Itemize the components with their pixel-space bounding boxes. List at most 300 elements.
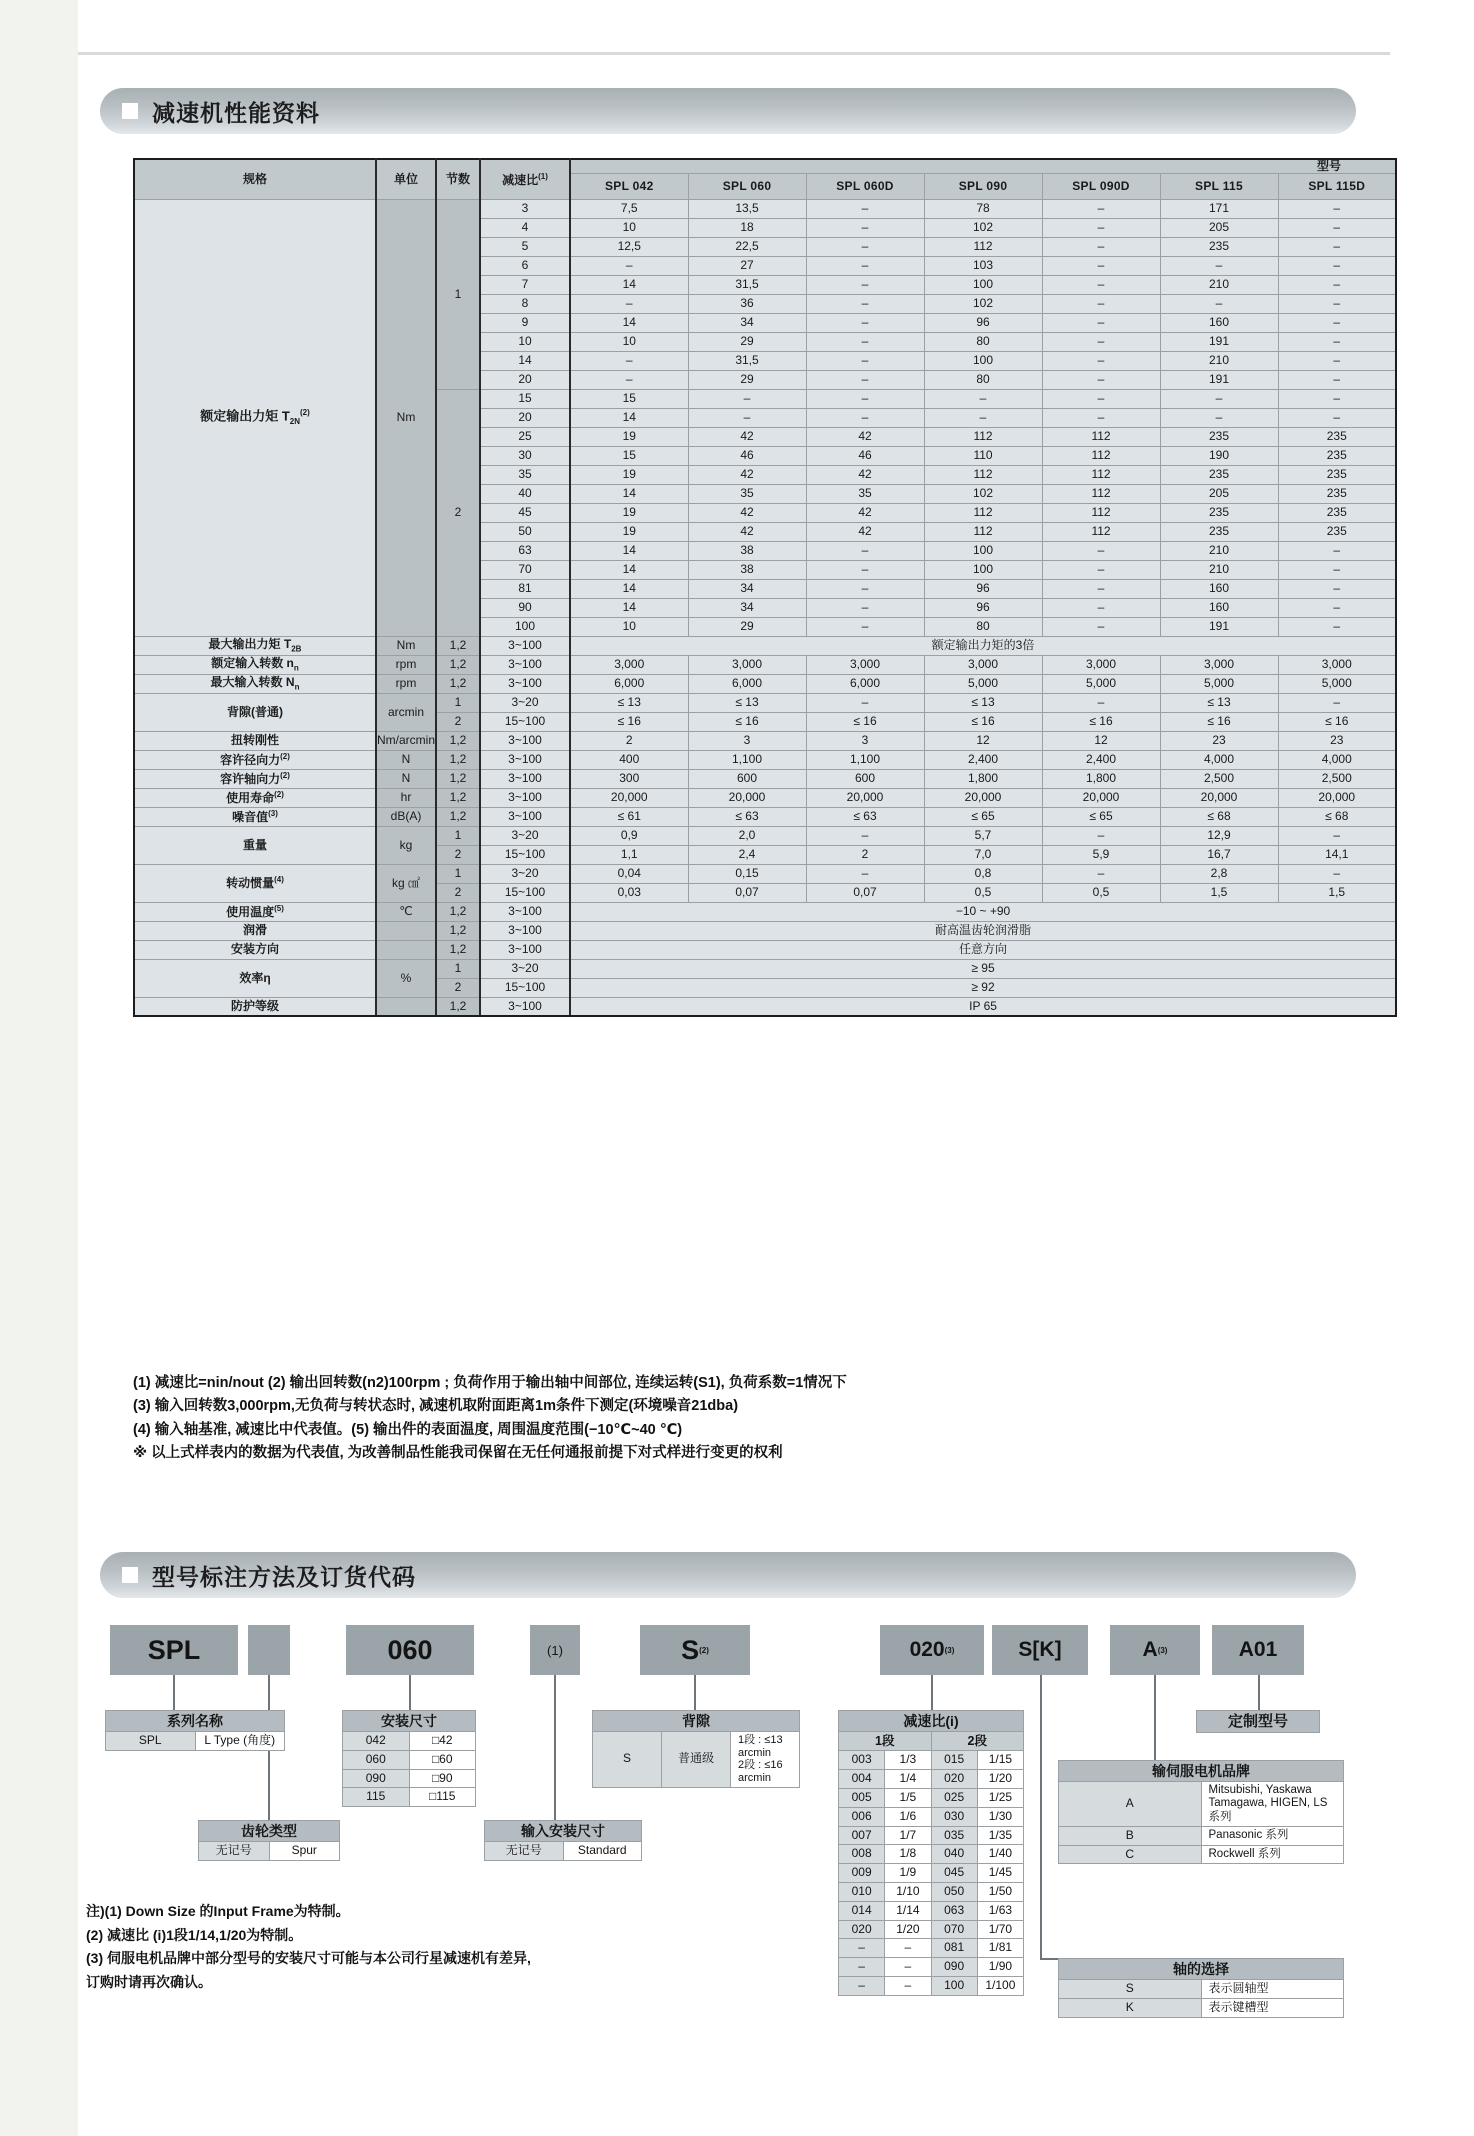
row-unit: rpm xyxy=(376,674,436,693)
value-cell: – xyxy=(806,408,924,427)
ratio-2stage-code: 030 xyxy=(931,1807,977,1826)
row-label: 使用寿命$^{(2)}$ xyxy=(134,788,376,807)
value-cell: ≤ 63 xyxy=(806,807,924,826)
value-cell: 210 xyxy=(1160,541,1278,560)
row-label: 重量 xyxy=(134,826,376,864)
ratio-2stage-value: 1/50 xyxy=(977,1883,1023,1902)
row-unit xyxy=(376,940,436,959)
series-title: 系列名称 xyxy=(106,1711,285,1732)
value-cell: 235 xyxy=(1278,522,1396,541)
ratio-2stage-code: 090 xyxy=(931,1958,977,1977)
value-cell: – xyxy=(806,617,924,636)
gear-type-table xyxy=(198,1820,340,1861)
row-label: 润滑 xyxy=(134,921,376,940)
spec-table-wrap xyxy=(133,158,1397,1017)
motor-brand-code: B xyxy=(1059,1826,1202,1845)
ratio-row xyxy=(839,1977,1024,1996)
ratio-row xyxy=(839,1901,1024,1920)
value-cell: – xyxy=(806,864,924,883)
value-cell: 20,000 xyxy=(924,788,1042,807)
memo-line-2: (2) 减速比 (i)1段1/14,1/20为特制。 xyxy=(86,1926,303,1943)
row-stage: 1,2 xyxy=(436,655,480,674)
row-unit: ℃ xyxy=(376,902,436,921)
inputframe-title: 输入安装尺寸 xyxy=(485,1821,642,1842)
row-unit xyxy=(376,921,436,940)
value-cell: 5,000 xyxy=(1160,674,1278,693)
value-cell: ≤ 16 xyxy=(1278,712,1396,731)
mount-row xyxy=(343,1750,476,1769)
value-cell: – xyxy=(1042,199,1160,218)
ratio-1stage-code: 005 xyxy=(839,1789,885,1808)
value-cell: 1,5 xyxy=(1160,883,1278,902)
row-ratio: 3~100 xyxy=(480,788,570,807)
ratio-2stage-value: 1/40 xyxy=(977,1845,1023,1864)
torque-label-cell: 额定输出力矩 $T_{2N}^{(2)}$ xyxy=(134,199,376,636)
ratio-cell: 15 xyxy=(480,389,570,408)
mount-desc: □115 xyxy=(409,1788,476,1807)
memo-line-4: 订购时请再次确认。 xyxy=(86,1973,212,1990)
value-cell: ≤ 68 xyxy=(1160,807,1278,826)
ratio-2stage-code: 035 xyxy=(931,1826,977,1845)
value-cell: 13,5 xyxy=(688,199,806,218)
value-cell: 20,000 xyxy=(806,788,924,807)
table-row xyxy=(134,674,1396,693)
value-cell: 112 xyxy=(1042,427,1160,446)
code-box-custom-text: A01 xyxy=(1238,1638,1278,1661)
value-cell: 19 xyxy=(570,427,688,446)
value-cell: 2,500 xyxy=(1160,769,1278,788)
value-cell: – xyxy=(1278,370,1396,389)
value-cell: – xyxy=(1042,370,1160,389)
value-cell: 112 xyxy=(1042,503,1160,522)
table-row xyxy=(134,655,1396,674)
connector-shaft-h xyxy=(1040,1958,1060,1960)
row-unit: rpm xyxy=(376,655,436,674)
ratio-row xyxy=(839,1807,1024,1826)
row-ratio: 3~100 xyxy=(480,940,570,959)
table-row xyxy=(134,731,1396,750)
row-ratio: 3~20 xyxy=(480,693,570,712)
value-cell: – xyxy=(1042,275,1160,294)
code-box-mount-text: 060 xyxy=(387,1634,433,1665)
value-cell: 0,03 xyxy=(570,883,688,902)
value-cell: ≤ 65 xyxy=(924,807,1042,826)
backlash-code: S xyxy=(593,1732,662,1788)
value-cell: ≤ 13 xyxy=(1160,693,1278,712)
table-row xyxy=(134,199,1396,218)
value-cell: 191 xyxy=(1160,370,1278,389)
value-cell: – xyxy=(1278,541,1396,560)
backlash-title: 背隙 xyxy=(593,1711,800,1732)
custom-model-table xyxy=(1196,1710,1320,1733)
row-stage: 1,2 xyxy=(436,902,480,921)
value-cell: 6,000 xyxy=(806,674,924,693)
value-cell: – xyxy=(1042,598,1160,617)
value-cell: – xyxy=(1278,256,1396,275)
ratio-2stage-code: 050 xyxy=(931,1883,977,1902)
shaft-code: S xyxy=(1059,1980,1202,1999)
header-model: 型号 xyxy=(570,159,1396,173)
inputframe-desc: Standard xyxy=(563,1842,642,1861)
value-cell: – xyxy=(806,294,924,313)
ratio-row xyxy=(839,1826,1024,1845)
value-cell: 42 xyxy=(806,522,924,541)
value-cell: 2 xyxy=(806,845,924,864)
ratio-2stage-code: 025 xyxy=(931,1789,977,1808)
value-cell: 112 xyxy=(924,503,1042,522)
value-cell: 42 xyxy=(806,465,924,484)
row-ratio: 15~100 xyxy=(480,712,570,731)
value-cell: – xyxy=(1042,617,1160,636)
ratio-row xyxy=(839,1845,1024,1864)
ratio-1stage-value: 1/9 xyxy=(885,1864,931,1883)
ratio-1stage-code: 006 xyxy=(839,1807,885,1826)
value-cell: 14 xyxy=(570,408,688,427)
value-cell: 18 xyxy=(688,218,806,237)
ratio-row xyxy=(839,1883,1024,1902)
header-spec: 规格 xyxy=(134,159,376,199)
table-row xyxy=(134,693,1396,712)
value-cell: – xyxy=(1042,313,1160,332)
model-header-6: SPL 115D xyxy=(1278,173,1396,199)
value-cell: 29 xyxy=(688,370,806,389)
value-cell: 205 xyxy=(1160,484,1278,503)
footnote-3: (4) 输入轴基准, 减速比中代表值。(5) 输出件的表面温度, 周围温度范围(−10℃~40 ℃) xyxy=(133,1421,683,1438)
model-header-4: SPL 090D xyxy=(1042,173,1160,199)
value-cell: 210 xyxy=(1160,560,1278,579)
value-cell: 3,000 xyxy=(806,655,924,674)
ratio-1stage-value: 1/7 xyxy=(885,1826,931,1845)
value-cell: 42 xyxy=(806,503,924,522)
motor-brand-code: C xyxy=(1059,1845,1202,1864)
ratio-cell: 50 xyxy=(480,522,570,541)
ratio-i-table xyxy=(838,1710,1024,1996)
value-cell: 3,000 xyxy=(688,655,806,674)
connector-motor xyxy=(1154,1675,1156,1760)
ratio-1stage-value: 1/8 xyxy=(885,1845,931,1864)
value-cell: 112 xyxy=(1042,465,1160,484)
value-cell: 6,000 xyxy=(570,674,688,693)
value-cell: 0,15 xyxy=(688,864,806,883)
value-cell: 112 xyxy=(1042,484,1160,503)
ratio-1stage-value: – xyxy=(885,1939,931,1958)
value-cell: 14 xyxy=(570,313,688,332)
ratio-2stage-value: 1/20 xyxy=(977,1770,1023,1789)
value-cell: 3 xyxy=(806,731,924,750)
ratio-cell: 40 xyxy=(480,484,570,503)
value-cell: 235 xyxy=(1160,522,1278,541)
table-row xyxy=(134,636,1396,655)
table-row xyxy=(134,769,1396,788)
row-span-value: 耐高温齿轮润滑脂 xyxy=(570,921,1396,940)
value-cell: 0,8 xyxy=(924,864,1042,883)
value-cell: 3,000 xyxy=(1160,655,1278,674)
table-row xyxy=(134,997,1396,1016)
value-cell: 23 xyxy=(1278,731,1396,750)
value-cell: 1,100 xyxy=(806,750,924,769)
value-cell: 38 xyxy=(688,541,806,560)
ratio-2stage-code: 070 xyxy=(931,1920,977,1939)
ratio-cell: 20 xyxy=(480,408,570,427)
ratio-cell: 81 xyxy=(480,579,570,598)
ratio-1stage-code: 008 xyxy=(839,1845,885,1864)
series-name-table xyxy=(105,1710,285,1751)
value-cell: 34 xyxy=(688,579,806,598)
value-cell: 110 xyxy=(924,446,1042,465)
row-stage: 1,2 xyxy=(436,731,480,750)
value-cell: 205 xyxy=(1160,218,1278,237)
ratio-1stage-value: 1/10 xyxy=(885,1883,931,1902)
ratio-1stage-code: 009 xyxy=(839,1864,885,1883)
value-cell: 300 xyxy=(570,769,688,788)
inputframe-code: 无记号 xyxy=(485,1842,564,1861)
shaft-code: K xyxy=(1059,1998,1202,2017)
value-cell: 0,04 xyxy=(570,864,688,883)
row-ratio: 3~100 xyxy=(480,807,570,826)
value-cell: 2,8 xyxy=(1160,864,1278,883)
connector-shaft xyxy=(1040,1675,1042,1960)
code-box-backlash xyxy=(640,1625,750,1675)
value-cell: – xyxy=(1042,864,1160,883)
table-row xyxy=(134,788,1396,807)
value-cell: – xyxy=(806,826,924,845)
value-cell: 42 xyxy=(806,427,924,446)
order-memo-block xyxy=(86,1900,531,1994)
row-span-value: ≥ 95 xyxy=(570,959,1396,978)
row-stage: 1,2 xyxy=(436,674,480,693)
value-cell: ≤ 13 xyxy=(688,693,806,712)
row-stage: 1,2 xyxy=(436,807,480,826)
value-cell: ≤ 65 xyxy=(1042,807,1160,826)
code-box-backlash-sup: (2) xyxy=(699,1645,709,1655)
value-cell: – xyxy=(1278,560,1396,579)
value-cell: 235 xyxy=(1278,427,1396,446)
value-cell: – xyxy=(1278,579,1396,598)
value-cell: 10 xyxy=(570,218,688,237)
value-cell: 96 xyxy=(924,313,1042,332)
value-cell: 2,400 xyxy=(1042,750,1160,769)
value-cell: – xyxy=(806,598,924,617)
shaft-select-table xyxy=(1058,1958,1344,2018)
ratio-cell: 14 xyxy=(480,351,570,370)
ratio-1stage-value: 1/14 xyxy=(885,1901,931,1920)
gear-desc: Spur xyxy=(269,1842,340,1861)
value-cell: 96 xyxy=(924,579,1042,598)
connector-series xyxy=(173,1675,175,1710)
value-cell: – xyxy=(924,389,1042,408)
series-desc: L Type (角度) xyxy=(195,1732,285,1751)
ratio-title: 减速比(i) xyxy=(839,1711,1024,1732)
bullet-square-icon xyxy=(122,103,138,119)
mount-row xyxy=(343,1769,476,1788)
value-cell: 600 xyxy=(806,769,924,788)
value-cell: 0,07 xyxy=(806,883,924,902)
top-rule xyxy=(78,52,1390,55)
value-cell: 2,4 xyxy=(688,845,806,864)
value-cell: 5,000 xyxy=(924,674,1042,693)
ratio-cell: 7 xyxy=(480,275,570,294)
code-box-series-text: SPL xyxy=(147,1634,201,1665)
stage-1-cell: 1 xyxy=(436,199,480,389)
row-unit: dB(A) xyxy=(376,807,436,826)
value-cell: 1,800 xyxy=(924,769,1042,788)
ratio-1stage-code: – xyxy=(839,1977,885,1996)
ratio-row xyxy=(839,1864,1024,1883)
value-cell: 34 xyxy=(688,313,806,332)
value-cell: ≤ 16 xyxy=(1160,712,1278,731)
row-stage: 2 xyxy=(436,712,480,731)
row-unit xyxy=(376,997,436,1016)
row-ratio: 3~100 xyxy=(480,997,570,1016)
value-cell: – xyxy=(570,294,688,313)
value-cell: 112 xyxy=(1042,522,1160,541)
row-stage: 1 xyxy=(436,864,480,883)
motor-brand-desc: Panasonic 系列 xyxy=(1201,1826,1344,1845)
value-cell: – xyxy=(1278,693,1396,712)
value-cell: 80 xyxy=(924,332,1042,351)
value-cell: 100 xyxy=(924,560,1042,579)
value-cell: – xyxy=(1278,275,1396,294)
row-stage: 1,2 xyxy=(436,997,480,1016)
row-label: 容许径向力$^{(2)}$ xyxy=(134,750,376,769)
value-cell: – xyxy=(688,389,806,408)
value-cell: – xyxy=(1278,313,1396,332)
backlash-table xyxy=(592,1710,800,1788)
value-cell: – xyxy=(806,332,924,351)
mount-desc: □42 xyxy=(409,1732,476,1751)
row-ratio: 3~20 xyxy=(480,826,570,845)
value-cell: 112 xyxy=(924,427,1042,446)
ratio-1stage-value: 1/6 xyxy=(885,1807,931,1826)
value-cell: 0,07 xyxy=(688,883,806,902)
value-cell: 3,000 xyxy=(570,655,688,674)
value-cell: 31,5 xyxy=(688,275,806,294)
value-cell: ≤ 13 xyxy=(924,693,1042,712)
value-cell: – xyxy=(806,256,924,275)
value-cell: ≤ 63 xyxy=(688,807,806,826)
row-ratio: 3~100 xyxy=(480,636,570,655)
row-ratio: 3~100 xyxy=(480,902,570,921)
motor-brand-row xyxy=(1059,1826,1344,1845)
value-cell: – xyxy=(1278,351,1396,370)
order-section-banner xyxy=(100,1552,1356,1598)
row-span-value: IP 65 xyxy=(570,997,1396,1016)
row-label: 额定输入转数 $n_n$ xyxy=(134,655,376,674)
ratio-row xyxy=(839,1939,1024,1958)
value-cell: 12 xyxy=(1042,731,1160,750)
value-cell: 15 xyxy=(570,446,688,465)
value-cell: – xyxy=(570,351,688,370)
value-cell: 2,500 xyxy=(1278,769,1396,788)
code-box-motor xyxy=(1110,1625,1200,1675)
table-row xyxy=(134,864,1396,883)
row-label: 防护等级 xyxy=(134,997,376,1016)
value-cell: 35 xyxy=(688,484,806,503)
value-cell: – xyxy=(1042,256,1160,275)
ratio-1stage-value: 1/4 xyxy=(885,1770,931,1789)
row-label: 效率η xyxy=(134,959,376,997)
value-cell: – xyxy=(806,389,924,408)
value-cell: 14 xyxy=(570,598,688,617)
value-cell: – xyxy=(806,579,924,598)
value-cell: 235 xyxy=(1278,484,1396,503)
value-cell: ≤ 61 xyxy=(570,807,688,826)
ratio-row xyxy=(839,1770,1024,1789)
value-cell: 36 xyxy=(688,294,806,313)
value-cell: 14,1 xyxy=(1278,845,1396,864)
ratio-1stage-value: – xyxy=(885,1977,931,1996)
value-cell: 171 xyxy=(1160,199,1278,218)
value-cell: 3 xyxy=(688,731,806,750)
ratio-2stage-value: 1/81 xyxy=(977,1939,1023,1958)
ratio-cell: 4 xyxy=(480,218,570,237)
motor-brand-row xyxy=(1059,1845,1344,1864)
table-row xyxy=(134,826,1396,845)
ratio-cell: 3 xyxy=(480,199,570,218)
model-header-1: SPL 060 xyxy=(688,173,806,199)
torque-unit-cell: Nm xyxy=(376,199,436,636)
value-cell: 100 xyxy=(924,275,1042,294)
table-row xyxy=(134,807,1396,826)
row-ratio: 15~100 xyxy=(480,883,570,902)
value-cell: 34 xyxy=(688,598,806,617)
code-box-motor-sup: (3) xyxy=(1157,1645,1168,1655)
value-cell: – xyxy=(1042,693,1160,712)
model-header-3: SPL 090 xyxy=(924,173,1042,199)
connector-backlash xyxy=(694,1675,696,1710)
ratio-2stage-value: 1/100 xyxy=(977,1977,1023,1996)
value-cell: – xyxy=(924,408,1042,427)
value-cell: 3,000 xyxy=(924,655,1042,674)
value-cell: 112 xyxy=(1042,446,1160,465)
value-cell: 19 xyxy=(570,465,688,484)
value-cell: 4,000 xyxy=(1160,750,1278,769)
ratio-row xyxy=(839,1920,1024,1939)
row-unit: Nm xyxy=(376,636,436,655)
value-cell: – xyxy=(1042,218,1160,237)
shaft-row xyxy=(1059,1998,1344,2017)
value-cell: 235 xyxy=(1160,427,1278,446)
value-cell: – xyxy=(1160,256,1278,275)
ratio-1stage-code: 004 xyxy=(839,1770,885,1789)
header-stage: 节数 xyxy=(436,159,480,199)
row-ratio: 3~100 xyxy=(480,921,570,940)
value-cell: – xyxy=(1278,389,1396,408)
value-cell: – xyxy=(1042,351,1160,370)
value-cell: 160 xyxy=(1160,313,1278,332)
mount-code: 042 xyxy=(343,1732,410,1751)
value-cell: 23 xyxy=(1160,731,1278,750)
row-unit: N xyxy=(376,769,436,788)
row-stage: 1 xyxy=(436,826,480,845)
row-ratio: 3~100 xyxy=(480,655,570,674)
ratio-2stage-value: 1/90 xyxy=(977,1958,1023,1977)
row-span-value: 任意方向 xyxy=(570,940,1396,959)
value-cell: 42 xyxy=(688,427,806,446)
row-ratio: 3~100 xyxy=(480,674,570,693)
value-cell: 78 xyxy=(924,199,1042,218)
header-ratio: 减速比$^{(1)}$ xyxy=(480,159,570,199)
row-unit: kg ㎠ xyxy=(376,864,436,902)
footnote-1: (1) 减速比=nin/nout (2) 输出回转数(n2)100rpm ; 负荷作用于输出轴中间部位, 连续运转(S1), 负荷系数=1情况下 xyxy=(133,1375,847,1391)
ratio-2stage-value: 1/15 xyxy=(977,1751,1023,1770)
row-label: 转动惯量$^{(4)}$ xyxy=(134,864,376,902)
value-cell: – xyxy=(1160,294,1278,313)
row-ratio: 3~100 xyxy=(480,731,570,750)
value-cell: – xyxy=(806,693,924,712)
backlash-grade: 普通级 xyxy=(662,1732,731,1788)
value-cell: ≤ 16 xyxy=(688,712,806,731)
